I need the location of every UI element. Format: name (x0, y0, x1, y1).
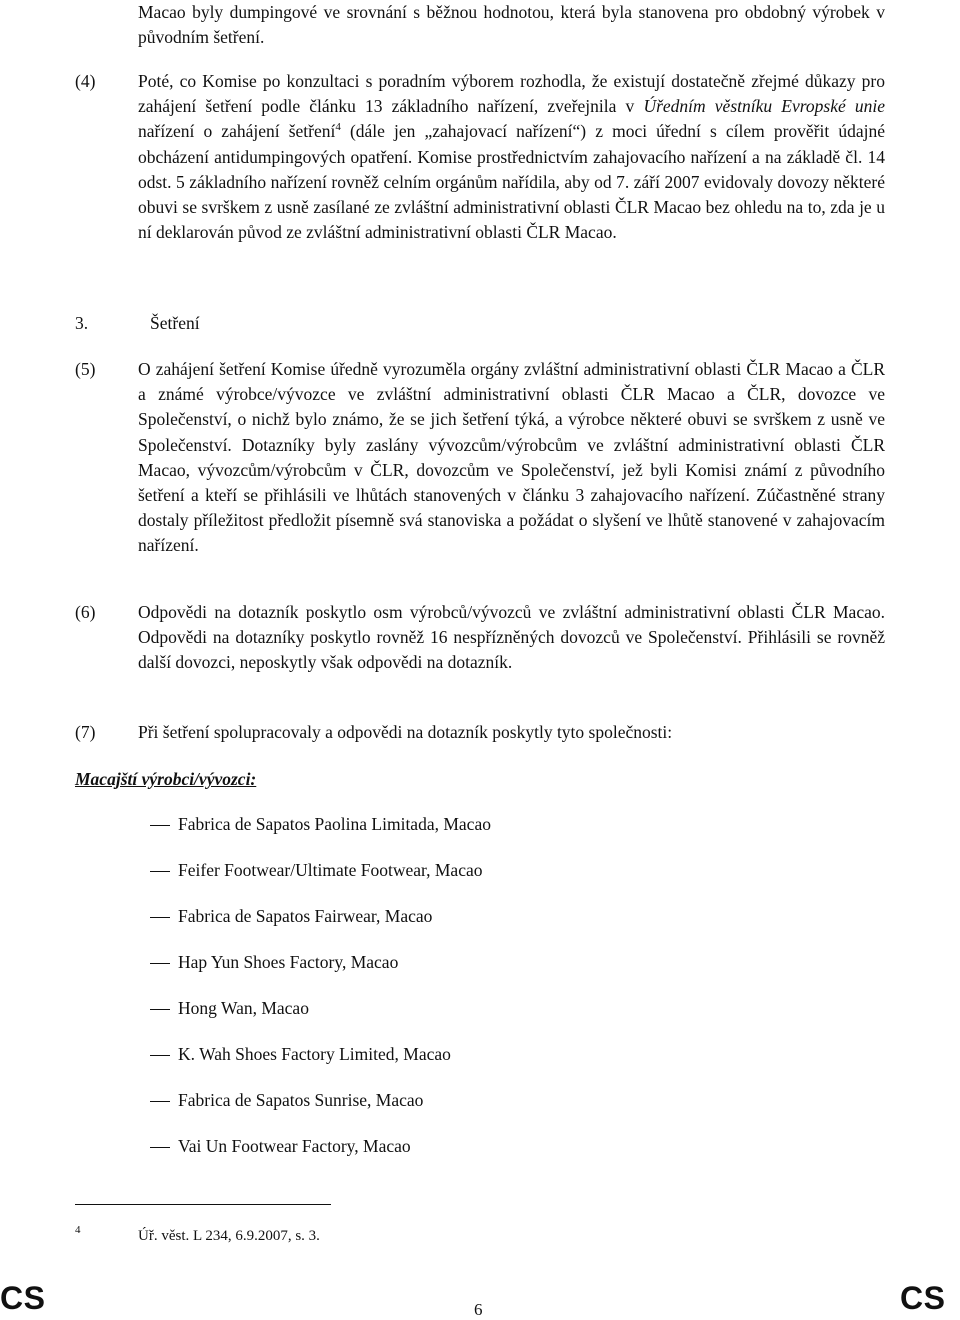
company-name: Hap Yun Shoes Factory, Macao (178, 952, 399, 972)
producers-subheading: Macajští výrobci/vývozci: (75, 769, 257, 789)
footnote-divider (75, 1204, 331, 1205)
paragraph-number-4: (4) (75, 71, 96, 91)
list-item (150, 996, 491, 1042)
footnote-reference[interactable]: 4 (335, 121, 341, 134)
dash-bullet-icon (150, 1101, 170, 1102)
company-name: Fabrica de Sapatos Paolina Limitada, Macao (178, 814, 491, 834)
company-name: Fabrica de Sapatos Sunrise, Macao (178, 1090, 424, 1110)
page-number: 6 (474, 1300, 483, 1319)
dash-bullet-icon (150, 825, 170, 826)
dash-bullet-icon (150, 1147, 170, 1148)
section-title: Šetření (150, 313, 200, 333)
list-item (150, 1088, 491, 1134)
paragraph-5: O zahájení šetření Komise úředně vyrozuměla orgány zvláštní administrativní oblasti ČLR Macao a ČLR a známé výrobce/vývozce ve zvláštní administrativní oblasti ČLR Macao a ČLR, dovozce ve Společenství, o nichž bylo známo, že se jich šetření týká, a výrobce některé obuvi se svrškem z usně ve Společenství. Dotazníky byly zaslány vývozcům/výrobcům ve zvláštní administrativní oblasti ČLR Macao, vývozcům/výrobcům v ČLR, dovozcům ve Společenství, jež byli Komisi známí z původního šetření a kteří se přihlásili ve lhůtách stanovených v článku 3 zahajovacího nařízení. Zúčastněné strany dostaly příležitost předložit písemně svá stanoviska a požádat o slyšení ve lhůtě stanovené v zahajovacím nařízení. (138, 359, 885, 556)
footnote-number: 4 (75, 1224, 81, 1236)
paragraph-number-7: (7) (75, 722, 96, 742)
company-name: Hong Wan, Macao (178, 998, 309, 1018)
paragraph-4-text-b: nařízení o zahájení šetření (138, 121, 336, 142)
paragraph-4-text-a: Poté, co Komise po konzultaci s poradním výborem rozhodla, že existují dostatečně zřejmé důkazy pro zahájení šetření podle článku 13 základního nařízení, zveřejnila v (138, 71, 885, 117)
list-item (150, 950, 491, 996)
section-number: 3. (75, 313, 89, 333)
company-list (150, 812, 491, 1180)
paragraph-4 (138, 69, 885, 245)
language-code-right: CS (900, 1280, 946, 1316)
company-name: K. Wah Shoes Factory Limited, Macao (178, 1044, 451, 1064)
company-name: Fabrica de Sapatos Fairwear, Macao (178, 906, 433, 926)
company-name: Feifer Footwear/Ultimate Footwear, Macao (178, 860, 483, 880)
paragraph-6: Odpovědi na dotazník poskytlo osm výrobců/vývozců ve zvláštní administrativní oblasti ČLR Macao. Odpovědi na dotazníky poskytlo rovněž 16 nespřízněných dovozců ve Společenství. Přihlásili se rovněž další dovozci, neposkytly však odpovědi na dotazník. (138, 602, 885, 673)
journal-name: Úředním věstníku Evropské unie (643, 96, 885, 117)
paragraph-4-text-c: (dále jen „zahajovací nařízení“) z moci úřední s cílem prověřit údajné obcházení antidumpingových opatření. Komise prostřednictvím zahajovacího nařízení a na základě čl. 14 odst. 5 základního nařízení rovněž celním orgánům nařídila, aby od 7. září 2007 evidovaly dovozy některé obuvi se svrškem z usně zasílané ze zvláštní administrativní oblasti ČLR Macao bez ohledu na to, zda je u ní deklarován původ ze zvláštní administrativní oblasti ČLR Macao. (138, 121, 885, 243)
paragraph-number-6: (6) (75, 602, 96, 622)
footnote-text: Úř. věst. L 234, 6.9.2007, s. 3. (138, 1228, 320, 1244)
paragraph-number-5: (5) (75, 359, 96, 379)
dash-bullet-icon (150, 871, 170, 872)
company-name: Vai Un Footwear Factory, Macao (178, 1136, 411, 1156)
dash-bullet-icon (150, 963, 170, 964)
dash-bullet-icon (150, 1055, 170, 1056)
list-item (150, 858, 491, 904)
list-item (150, 812, 491, 858)
language-code-left: CS (0, 1280, 46, 1316)
paragraph-7: Při šetření spolupracovaly a odpovědi na dotazník poskytly tyto společnosti: (138, 722, 673, 742)
list-item (150, 1042, 491, 1088)
list-item (150, 1134, 491, 1180)
list-item (150, 904, 491, 950)
dash-bullet-icon (150, 1009, 170, 1010)
dash-bullet-icon (150, 917, 170, 918)
intro-paragraph: Macao byly dumpingové ve srovnání s běžnou hodnotou, která byla stanovena pro obdobný výrobek v původním šetření. (138, 2, 885, 48)
